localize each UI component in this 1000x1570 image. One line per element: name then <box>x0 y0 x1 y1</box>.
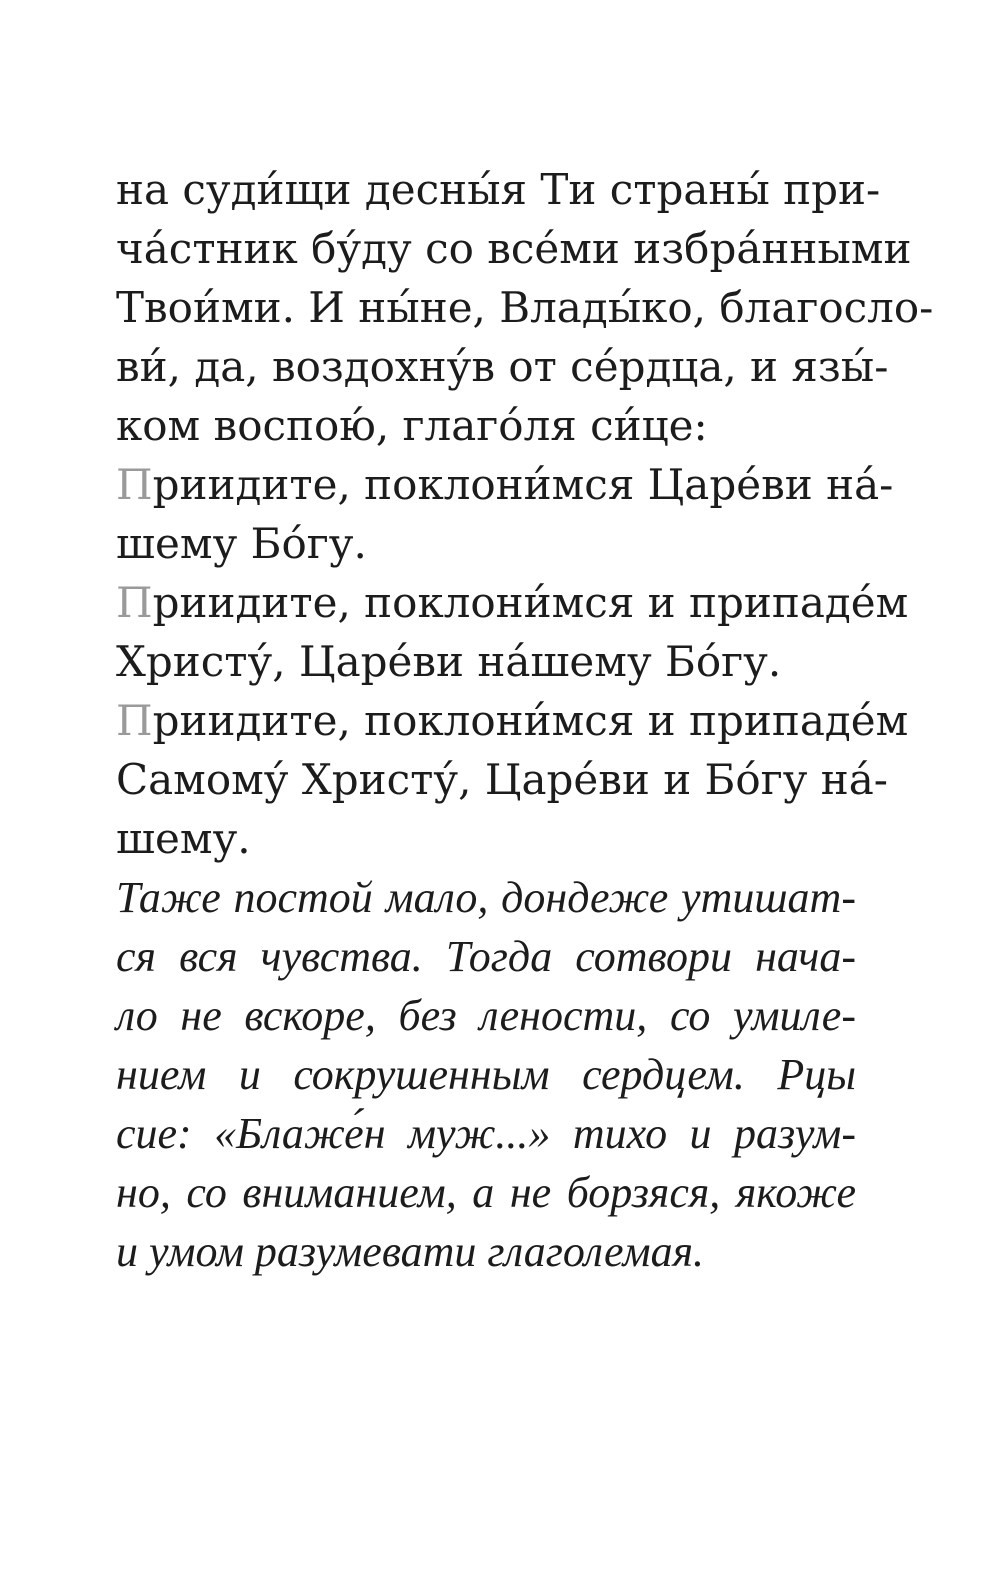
verse-initial: П <box>116 696 153 745</box>
verse-text: риидите, поклони́мся и припаде́м <box>152 696 909 745</box>
text-line: ви́, да, воздохну́в от се́рдца, и язы́- <box>116 342 889 391</box>
rubric-line: сие: «Блаже́н муж...» тихо и разум- <box>116 1109 856 1158</box>
rubric-line: нием и сокрушенным сердцем. Рцы <box>116 1050 856 1099</box>
rubric-line: ся вся чувства. Тогда сотвори нача- <box>116 932 856 981</box>
verse-line: Христу́, Царе́ви на́шему Бо́гу. <box>116 637 782 686</box>
text-line: ком воспою́, глаго́ля си́це: <box>116 401 708 450</box>
text-line: ча́стник бу́ду со все́ми избра́нными <box>116 224 912 273</box>
rubric-line: ло не вскоре, без лености, со умиле- <box>116 991 856 1040</box>
verse-initial: П <box>116 578 153 627</box>
rubric-line: и умом разумевати глаголемая. <box>116 1227 705 1276</box>
rubric-line: Таже постой мало, дондеже утишат- <box>116 873 856 922</box>
verse-text: риидите, поклони́мся Царе́ви на́- <box>152 460 894 509</box>
verse-line <box>116 455 894 514</box>
verse-line <box>116 573 909 632</box>
text-line: Твои́ми. И ны́не, Влады́ко, благосло- <box>116 283 934 332</box>
text-line: на суди́щи десны́я Ти страны́ при- <box>116 165 881 214</box>
verse-line: Самому́ Христу́, Царе́ви и Бо́гу на́- <box>116 755 888 804</box>
verse-line: шему. <box>116 814 251 863</box>
prayer-text <box>116 160 934 1281</box>
rubric-line: но, со вниманием, а не борзяся, якоже <box>116 1168 856 1217</box>
verse-initial: П <box>116 460 153 509</box>
verse-text: риидите, поклони́мся и припаде́м <box>152 578 909 627</box>
verse-line <box>116 691 909 750</box>
verse-line: шему Бо́гу. <box>116 519 367 568</box>
